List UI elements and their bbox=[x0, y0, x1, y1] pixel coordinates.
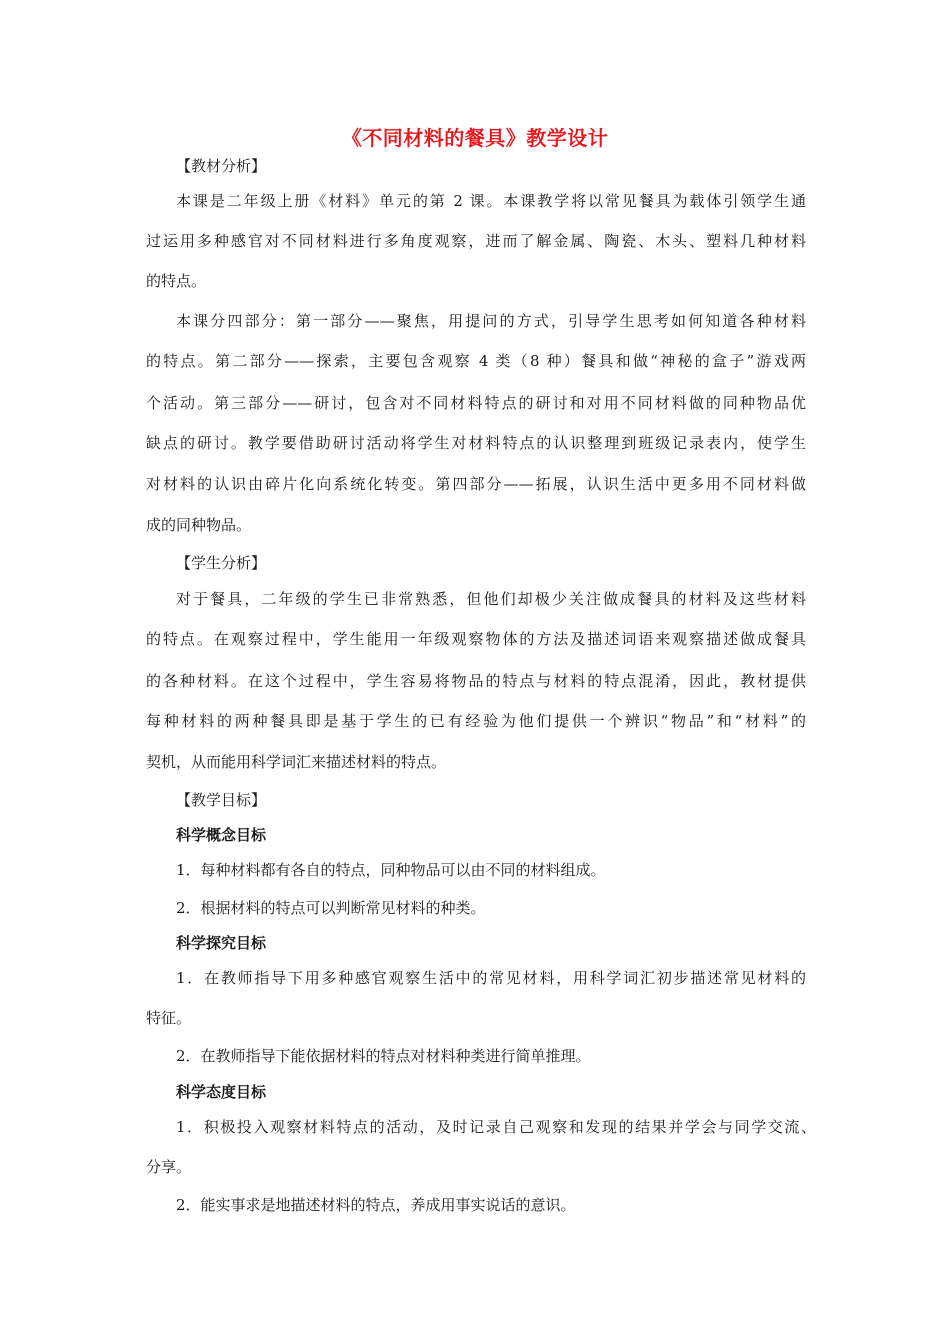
paragraph-line: 的各种材料。在这个过程中，学生容易将物品的特点与材料的特点混淆，因此，教材提供 bbox=[146, 672, 806, 690]
paragraph-line: 的特点。 bbox=[146, 272, 207, 290]
subheading-concept: 科学概念目标 bbox=[176, 826, 267, 844]
subheading-attitude: 科学态度目标 bbox=[176, 1083, 267, 1101]
paragraph-line: 个活动。第三部分——研讨，包含对不同材料特点的研讨和对用不同材料做的同种物品优 bbox=[146, 394, 806, 412]
goal-item: 2．根据材料的特点可以判断常见材料的种类。 bbox=[176, 899, 486, 917]
paragraph-line: 对于餐具，二年级的学生已非常熟悉，但他们却极少关注做成餐具的材料及这些材料 bbox=[176, 590, 806, 608]
paragraph-line: 的特点。第二部分——探索，主要包含观察 4 类（8 种）餐具和做“神秘的盒子”游戏两 bbox=[146, 352, 806, 370]
paragraph-line: 的特点。在观察过程中，学生能用一年级观察物体的方法及描述词语来观察描述做成餐具 bbox=[146, 630, 806, 648]
goal-item-continued: 特征。 bbox=[146, 1009, 192, 1027]
paragraph-line: 本课是二年级上册《材料》单元的第 2 课。本课教学将以常见餐具为载体引领学生通 bbox=[176, 192, 806, 210]
document-title: 《不同材料的餐具》教学设计 bbox=[341, 126, 609, 150]
section-heading-student: 【学生分析】 bbox=[176, 554, 267, 572]
paragraph-line: 本课分四部分：第一部分——聚焦，用提问的方式，引导学生思考如何知道各种材料 bbox=[176, 312, 806, 330]
paragraph-line: 对材料的认识由碎片化向系统化转变。第四部分——拓展，认识生活中更多用不同材料做 bbox=[146, 475, 806, 493]
goal-item-continued: 分享。 bbox=[146, 1158, 192, 1176]
goal-item: 1．在教师指导下用多种感官观察生活中的常见材料，用科学词汇初步描述常见材料的 bbox=[176, 969, 806, 987]
goal-item: 1．每种材料都有各自的特点，同种物品可以由不同的材料组成。 bbox=[176, 861, 606, 879]
paragraph-line: 过运用多种感官对不同材料进行多角度观察，进而了解金属、陶瓷、木头、塑料几种材料 bbox=[146, 232, 806, 250]
goal-item: 2．在教师指导下能依据材料的特点对材料种类进行简单推理。 bbox=[176, 1047, 591, 1065]
paragraph-line: 每种材料的两种餐具即是基于学生的已有经验为他们提供一个辨识“物品”和“材料”的 bbox=[146, 712, 806, 730]
goal-item: 1．积极投入观察材料特点的活动，及时记录自己观察和发现的结果并学会与同学交流、 bbox=[176, 1118, 816, 1136]
goal-item: 2．能实事求是地描述材料的特点，养成用事实说话的意识。 bbox=[176, 1196, 576, 1214]
subheading-inquiry: 科学探究目标 bbox=[176, 934, 267, 952]
section-heading-goals: 【教学目标】 bbox=[176, 791, 267, 809]
section-heading-textbook: 【教材分析】 bbox=[176, 157, 267, 175]
paragraph-line: 缺点的研讨。教学要借助研讨活动将学生对材料特点的认识整理到班级记录表内，使学生 bbox=[146, 434, 806, 452]
paragraph-line: 成的同种物品。 bbox=[146, 516, 252, 534]
paragraph-line: 契机，从而能用科学词汇来描述材料的特点。 bbox=[146, 753, 447, 771]
